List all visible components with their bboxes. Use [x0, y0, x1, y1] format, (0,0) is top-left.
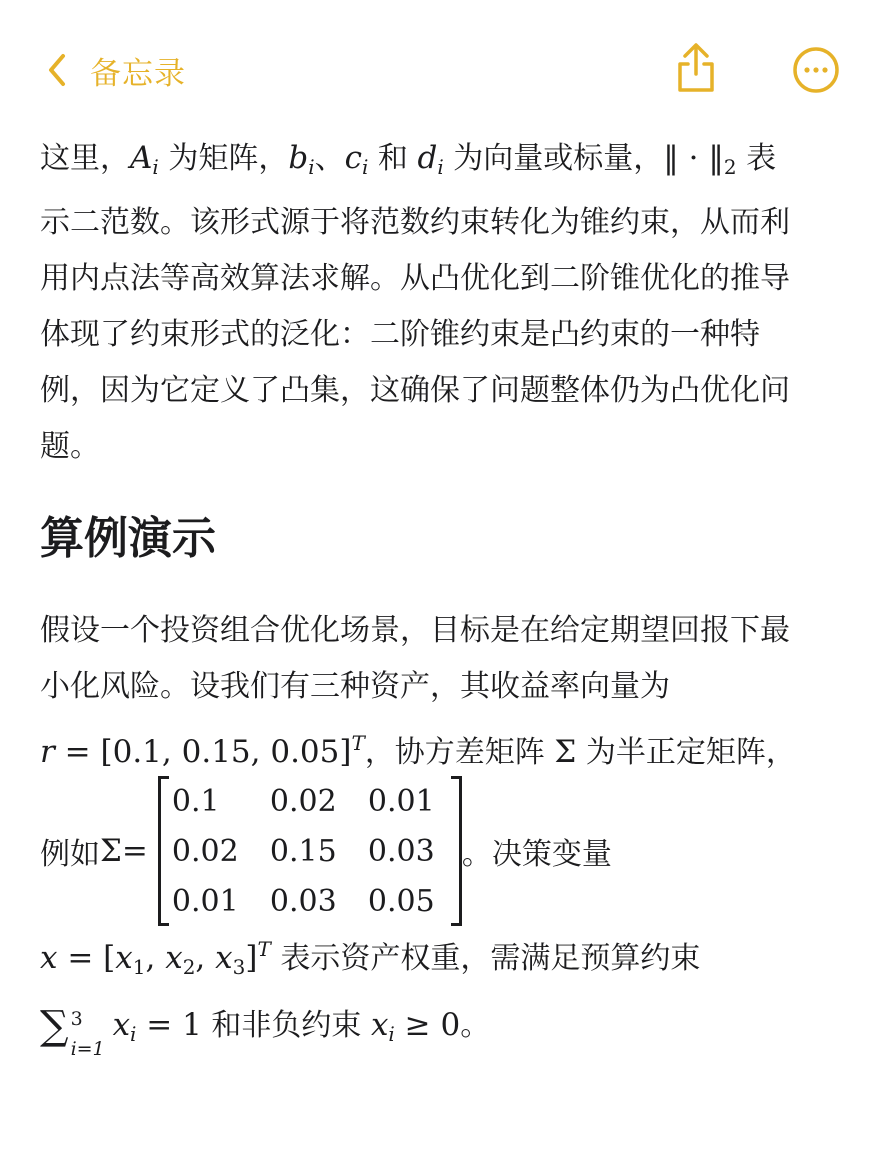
math-b: b	[288, 140, 309, 176]
note-content[interactable]	[40, 128, 840, 1062]
more-icon	[792, 46, 840, 94]
math-sum: ∑	[40, 1003, 69, 1049]
math-d: d	[417, 140, 438, 176]
text: 和非负约束	[201, 1008, 371, 1043]
text: ，协方差矩阵	[364, 735, 555, 770]
math-text: = 1	[136, 1007, 202, 1043]
paragraph-example	[40, 603, 840, 1062]
text-line: 小化风险。设我们有三种资产，其收益率向量为	[40, 669, 670, 704]
text-line: 用内点法等高效算法求解。从凸优化到二阶锥优化的推导	[40, 261, 790, 296]
back-button[interactable]	[46, 46, 186, 94]
back-label: 备忘录	[90, 55, 186, 92]
math-text: = [	[57, 940, 116, 976]
section-heading: 算例演示	[40, 513, 216, 564]
matrix-cell: 0.05	[367, 883, 435, 919]
text-line: 题。	[40, 429, 100, 464]
text: 例如	[40, 837, 100, 872]
text: 和	[368, 141, 418, 176]
text: 表	[736, 141, 777, 176]
math-sigma: Σ	[100, 833, 122, 869]
sum-upper: 3	[70, 1008, 83, 1030]
math-eq: =	[121, 833, 148, 869]
math-text: ,	[195, 940, 216, 976]
matrix-cell: 0.1	[171, 783, 220, 819]
sum-lower: i=1	[70, 1038, 105, 1060]
math-norm: ‖ · ‖	[663, 140, 724, 176]
text: 表示资产权重，需满足预算约束	[270, 941, 701, 976]
covariance-line	[40, 781, 840, 921]
text-line: 体现了约束形式的泛化：二阶锥约束是凸约束的一种特	[40, 317, 760, 352]
math-sub: 2	[723, 155, 737, 179]
math-text: ]	[245, 940, 258, 976]
math-c: c	[344, 140, 362, 176]
chevron-left-icon	[46, 52, 68, 88]
text: 。决策变量	[461, 837, 612, 872]
math-x: x	[215, 940, 233, 976]
matrix-row	[172, 876, 448, 926]
matrix-bracket-right	[451, 776, 462, 926]
math-x: x	[115, 940, 133, 976]
matrix-cell: 0.02	[171, 833, 239, 869]
math-sub: 1	[132, 955, 146, 979]
math-text: ≥ 0	[394, 1007, 461, 1043]
sum-limits	[69, 995, 113, 1060]
matrix-cell: 0.15	[269, 833, 337, 869]
text-line: 假设一个投资组合优化场景，目标是在给定期望回报下最	[40, 613, 790, 648]
math-sub: i	[152, 155, 159, 179]
text: 为矩阵，	[158, 141, 289, 176]
math-x: x	[40, 940, 58, 976]
math-sub: i	[388, 1022, 395, 1046]
math-sub: i	[361, 155, 369, 179]
share-button[interactable]	[672, 42, 720, 94]
text: 。	[460, 1008, 491, 1043]
math-x: x	[165, 940, 183, 976]
math-x: x	[370, 1007, 389, 1043]
math-sub: 3	[232, 955, 246, 979]
math-sub: i	[437, 155, 444, 179]
math-sigma: Σ	[554, 734, 577, 770]
matrix-table	[172, 776, 448, 926]
text: 这里，	[40, 141, 130, 176]
paragraph-cone-explanation	[40, 130, 840, 475]
text: 、	[314, 141, 345, 176]
more-button[interactable]	[792, 46, 840, 94]
matrix-cell: 0.01	[367, 783, 435, 819]
text-line: 例，因为它定义了凸集，这确保了问题整体仍为凸优化问	[40, 373, 790, 408]
covariance-matrix	[158, 776, 462, 926]
matrix-cell: 0.03	[269, 883, 337, 919]
share-icon	[672, 42, 720, 94]
navigation-bar	[0, 0, 880, 140]
math-sup: T	[351, 731, 365, 755]
math-sup: T	[257, 937, 271, 961]
math-text: ,	[145, 940, 166, 976]
matrix-cell: 0.03	[367, 833, 435, 869]
math-sub: i	[308, 155, 315, 179]
text-line: 示二范数。该形式源于将范数约束转化为锥约束，从而利	[40, 205, 790, 240]
math-r: r	[40, 734, 55, 770]
matrix-row	[172, 776, 448, 826]
math-r-vector: = [0.1, 0.15, 0.05]	[54, 734, 352, 770]
example-constraints	[40, 921, 840, 1062]
math-x: x	[112, 1007, 131, 1043]
math-A: A	[130, 140, 153, 176]
matrix-bracket-left	[158, 776, 169, 926]
math-sub: i	[130, 1022, 137, 1046]
matrix-cell: 0.02	[269, 783, 337, 819]
text: 为半正定矩阵，	[576, 735, 796, 770]
example-intro	[40, 603, 840, 781]
text: 为向量或标量，	[443, 141, 664, 176]
matrix-cell: 0.01	[171, 883, 239, 919]
matrix-row	[172, 826, 448, 876]
math-sub: 2	[182, 955, 196, 979]
